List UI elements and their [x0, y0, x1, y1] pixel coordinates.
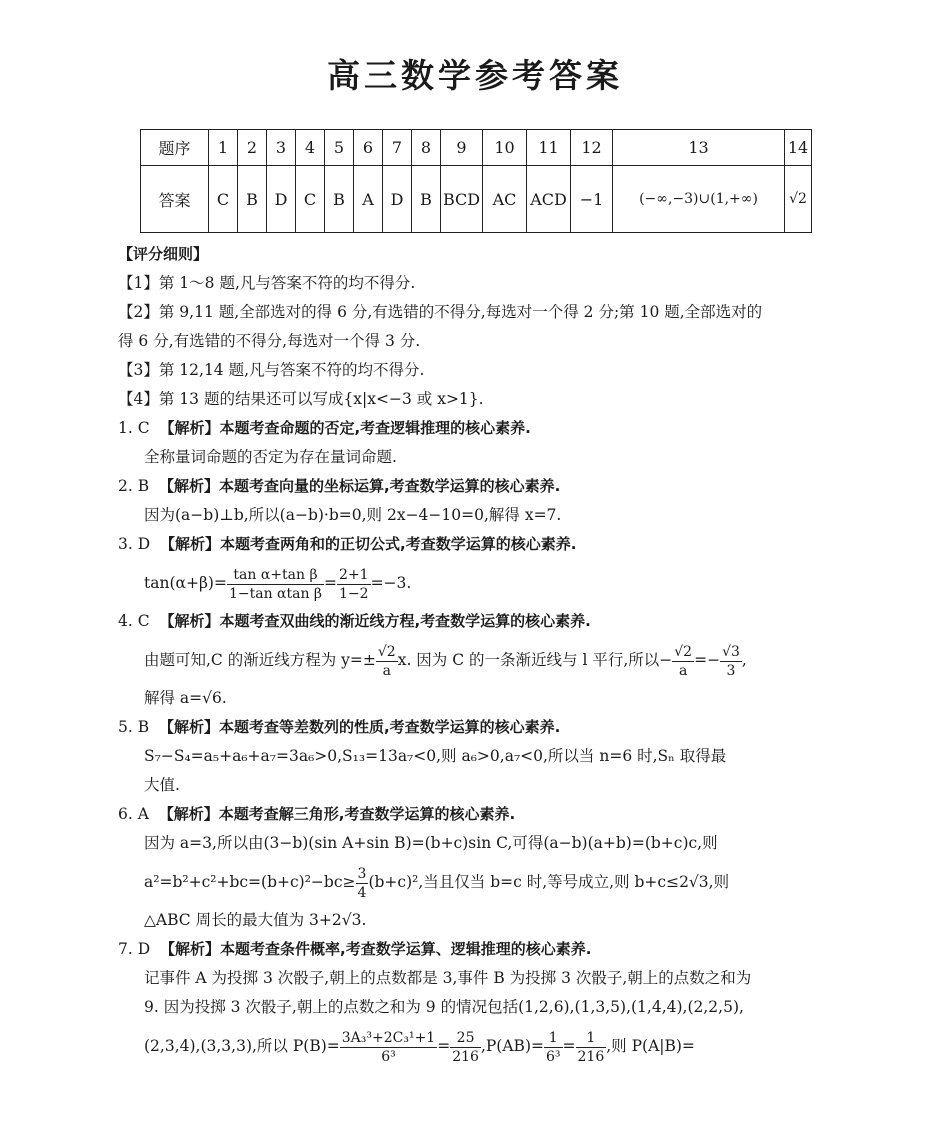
rules-heading: 【评分细则】: [118, 245, 209, 263]
q4-body-2: 解得 a=√6.: [144, 689, 227, 707]
table-cell: 4: [296, 130, 325, 166]
q6-body-3: △ABC 周长的最大值为 3+2√3.: [144, 911, 367, 929]
q7-f4-denominator: 216: [577, 1048, 605, 1065]
q4-text-3: =−: [694, 651, 721, 669]
table-cell: (−∞,−3)∪(1,+∞): [613, 166, 785, 233]
table-cell: 8: [412, 130, 441, 166]
answer-table: [140, 129, 812, 233]
q4-fa-denominator: a: [382, 662, 391, 679]
rule-2-line-1: 【2】第 9,11 题,全部选对的得 6 分,有选错的不得分,每选对一个得 2 分;第 10 题,全部选对的: [118, 303, 763, 321]
q7-text-2: ,P(AB)=: [480, 1037, 544, 1055]
q1-body: 全称量词命题的否定为存在量词命题.: [144, 448, 397, 466]
table-cell: 7: [383, 130, 412, 166]
q6-analysis-title: 【解析】本题考查解三角形,考查数学运算的核心素养.: [158, 805, 516, 823]
q7-fraction-1: [340, 1029, 437, 1066]
q7-f4-numerator: 1: [576, 1029, 607, 1048]
q7-answer: 7. D: [118, 940, 151, 958]
q7-fraction-4: [576, 1029, 607, 1066]
q1-header: [118, 414, 830, 443]
q5-header: [118, 713, 830, 742]
table-cell: 6: [354, 130, 383, 166]
q1-answer: 1. C: [118, 419, 150, 437]
q5-analysis-title: 【解析】本题考查等差数列的性质,考查数学运算的核心素养.: [158, 718, 561, 736]
q4-answer: 4. C: [118, 612, 150, 630]
q7-equals-2: =: [562, 1037, 576, 1055]
q3-lhs: tan(α+β)=: [144, 574, 227, 592]
q6-header: [118, 800, 830, 829]
table-cell: 5: [325, 130, 354, 166]
table-row-answer: [141, 166, 812, 233]
table-cell: 12: [571, 130, 613, 166]
q7-text-1: (2,3,4),(3,3,3),所以 P(B)=: [144, 1037, 340, 1055]
table-cell: B: [325, 166, 354, 233]
table-cell: C: [209, 166, 238, 233]
table-cell: D: [383, 166, 412, 233]
q7-f3-numerator: 1: [544, 1029, 563, 1048]
table-row-question-number: [141, 130, 812, 166]
q3-analysis-title: 【解析】本题考查两角和的正切公式,考查数学运算的核心素养.: [160, 535, 577, 553]
q7-header: [118, 935, 830, 964]
q3-answer: 3. D: [118, 535, 151, 553]
table-cell: BCD: [441, 166, 483, 233]
table-cell: D: [267, 166, 296, 233]
table-cell: 答案: [141, 166, 209, 233]
q7-f3-denominator: 6³: [545, 1048, 561, 1065]
q4-fb-numerator: √2: [674, 643, 693, 660]
q7-body-3: [118, 1022, 830, 1070]
q7-equals-1: =: [437, 1037, 451, 1055]
q4-text-1: 由题可知,C 的渐近线方程为 y=±: [144, 651, 376, 669]
q4-fc-numerator: √3: [722, 643, 740, 660]
q7-f1-numerator: 3A₃³+2C₃¹+1: [341, 1029, 436, 1046]
q3-f2-numerator: 2+1: [339, 566, 369, 583]
rule-2-line-2: 得 6 分,有选错的不得分,每选对一个得 3 分.: [118, 332, 421, 350]
q7-fraction-2: [450, 1029, 481, 1066]
q4-fc-denominator: 3: [726, 662, 736, 679]
rule-3: 【3】第 12,14 题,凡与答案不符的均不得分.: [118, 361, 425, 379]
page-title: 高三数学参考答案: [327, 56, 623, 95]
q6-body-2: [118, 858, 830, 906]
solution-content: [118, 240, 830, 1070]
q4-fb-denominator: a: [678, 662, 688, 679]
q4-text-2: x. 因为 C 的一条渐近线与 l 平行,所以−: [397, 651, 673, 669]
table-cell: 14: [785, 130, 812, 166]
q6-text-2: (b+c)²,当且仅当 b=c 时,等号成立,则 b+c≤2√3,则: [368, 873, 730, 891]
q4-header: [118, 607, 830, 636]
table-cell: ACD: [527, 166, 571, 233]
q7-f2-denominator: 216: [452, 1048, 479, 1065]
q4-body-1: [118, 636, 830, 684]
q2-analysis-title: 【解析】本题考查向量的坐标运算,考查数学运算的核心素养.: [158, 477, 561, 495]
q3-f1-numerator: tan α+tan β: [227, 566, 324, 585]
q7-body-1: 记事件 A 为投掷 3 次骰子,朝上的点数都是 3,事件 B 为投掷 3 次骰子,朝上的点数之和为: [144, 969, 752, 987]
q7-f1-denominator: 6³: [381, 1048, 396, 1065]
q4-fa-numerator: √2: [377, 643, 396, 660]
q4-text-4: ,: [741, 651, 747, 669]
q3-fraction-2: [337, 566, 371, 603]
q6-f-denominator: 4: [357, 884, 367, 901]
table-cell: 题序: [141, 130, 209, 166]
q3-equals: =: [324, 574, 338, 592]
table-cell: AC: [483, 166, 527, 233]
q3-result: =−3.: [370, 574, 412, 592]
q4-fraction-c: [720, 643, 742, 680]
table-cell: 2: [238, 130, 267, 166]
q4-analysis-title: 【解析】本题考查双曲线的渐近线方程,考查数学运算的核心素养.: [159, 612, 591, 630]
table-cell: 3: [267, 130, 296, 166]
q2-answer: 2. B: [118, 477, 150, 495]
table-cell: 11: [527, 130, 571, 166]
q1-analysis-title: 【解析】本题考查命题的否定,考查逻辑推理的核心素养.: [159, 419, 531, 437]
q6-text-1: a²=b²+c²+bc=(b+c)²−bc≥: [144, 873, 356, 891]
q6-f-numerator: 3: [357, 865, 367, 882]
q3-header: [118, 530, 830, 559]
q7-text-3: ,则 P(A|B)=: [606, 1037, 695, 1055]
q2-header: [118, 472, 830, 501]
q3-fraction-1: [227, 566, 324, 603]
q7-body-2: 9. 因为投掷 3 次骰子,朝上的点数之和为 9 的情况包括(1,2,6),(1,3,5),(1,4,4),(2,2,5),: [144, 998, 744, 1016]
q5-body-1: S₇−S₄=a₅+a₆+a₇=3a₆>0,S₁₃=13a₇<0,则 a₆>0,a₇<0,所以当 n=6 时,Sₙ 取得最: [144, 747, 727, 765]
table-cell: A: [354, 166, 383, 233]
table-cell: 10: [483, 130, 527, 166]
table-cell: √2: [785, 166, 812, 233]
q6-body-1: 因为 a=3,所以由(3−b)(sin A+sin B)=(b+c)sin C,可得(a−b)(a+b)=(b+c)c,则: [144, 834, 718, 852]
rule-1: 【1】第 1～8 题,凡与答案不符的均不得分.: [118, 274, 416, 292]
q3-f1-denominator: 1−tan αtan β: [228, 585, 323, 602]
q3-formula: [118, 559, 830, 607]
q6-answer: 6. A: [118, 805, 149, 823]
table-cell: 9: [441, 130, 483, 166]
q4-fraction-b: [672, 643, 694, 680]
q7-f2-numerator: 25: [450, 1029, 481, 1048]
q4-fraction-a: [376, 643, 398, 680]
q5-answer: 5. B: [118, 718, 150, 736]
q3-f2-denominator: 1−2: [339, 585, 369, 602]
table-cell: B: [238, 166, 267, 233]
rule-4: 【4】第 13 题的结果还可以写成{x|x<−3 或 x>1}.: [118, 390, 484, 408]
table-cell: −1: [571, 166, 613, 233]
table-cell: C: [296, 166, 325, 233]
q7-fraction-3: [544, 1029, 563, 1066]
q2-body: 因为(a−b)⊥b,所以(a−b)·b=0,则 2x−4−10=0,解得 x=7.: [144, 506, 562, 524]
q6-fraction: [356, 865, 369, 902]
table-cell: B: [412, 166, 441, 233]
table-cell: 13: [613, 130, 785, 166]
q7-analysis-title: 【解析】本题考查条件概率,考查数学运算、逻辑推理的核心素养.: [160, 940, 592, 958]
table-cell: 1: [209, 130, 238, 166]
q5-body-2: 大值.: [144, 776, 180, 794]
